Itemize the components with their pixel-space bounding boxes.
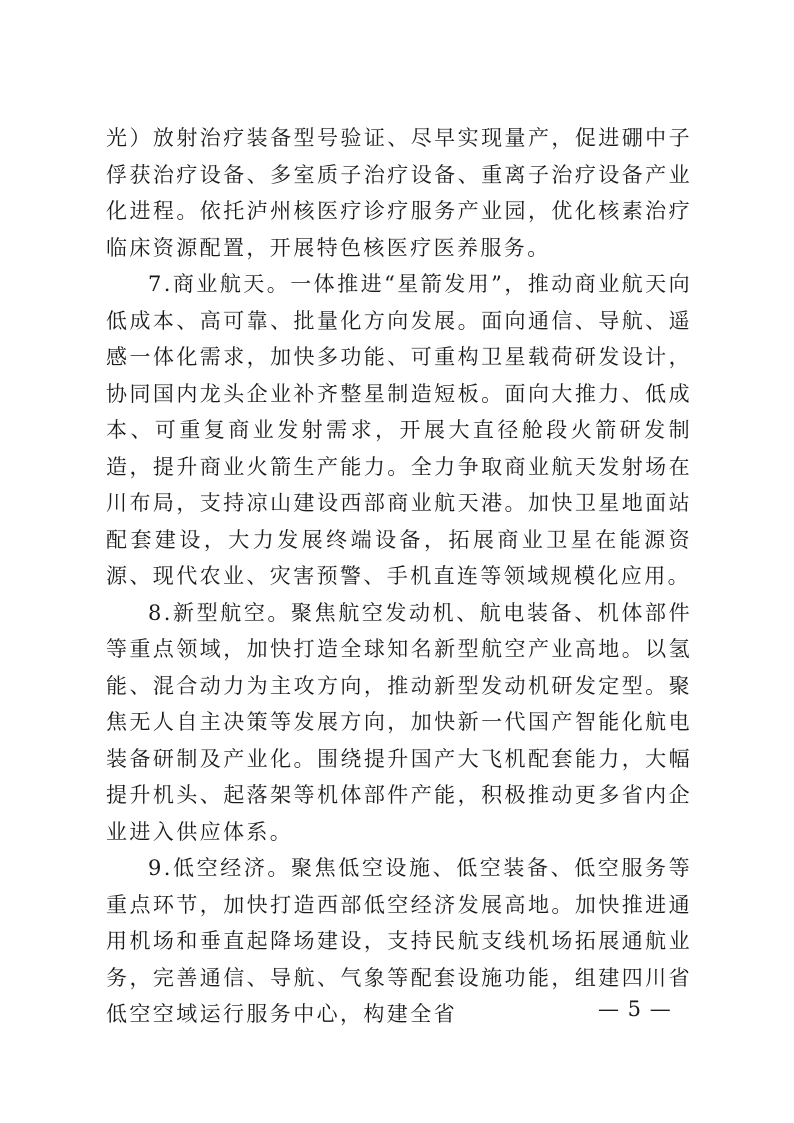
paragraph-commercial-aerospace: 7.商业航天。一体推进“星箭发用”，推动商业航天向低成本、高可靠、批量化方向发展。面向通信、导航、遥感一体化需求，加快多功能、可重构卫星载荷研发设计，协同国内龙头企业补齐整星制造短板。面向大推力、低成本、可重复商业发射需求，开展大直径舱段火箭研发制造，提升商业火箭生产能力。全力争取商业航天发射场在川布局，支持凉山建设西部商业航天港。加快卫星地面站配套建设，大力发展终端设备，拓展商业卫星在能源资源、现代农业、灾害预警、手机直连等领域规模化应用。 <box>106 272 692 588</box>
paragraph-low-altitude-economy: 9.低空经济。聚焦低空设施、低空装备、低空服务等重点环节，加快打造西部低空经济发展高地。加快推进通用机场和垂直起降场建设，支持民航支线机场拓展通航业务，完善通信、导航、气象等配套设施功能，组建四川省低空空域运行服务中心，构建全省 <box>106 856 692 1026</box>
paragraph-continuation: 光）放射治疗装备型号验证、尽早实现量产，促进硼中子俘获治疗设备、多室质子治疗设备、重离子治疗设备产业化进程。依托泸州核医疗诊疗服务产业园，优化核素治疗临床资源配置，开展特色核医疗医养服务。 <box>106 126 692 260</box>
paragraph-new-aviation: 8.新型航空。聚焦航空发动机、航电装备、机体部件等重点领域，加快打造全球知名新型航空产业高地。以氢能、混合动力为主攻方向，推动新型发动机研发定型。聚焦无人自主决策等发展方向，加快新一代国产智能化航电装备研制及产业化。围绕提升国产大飞机配套能力，大幅提升机头、起落架等机体部件产能，积极推动更多省内企业进入供应体系。 <box>106 600 692 844</box>
page-number: — 5 — <box>598 997 672 1021</box>
body-text <box>106 120 692 1033</box>
